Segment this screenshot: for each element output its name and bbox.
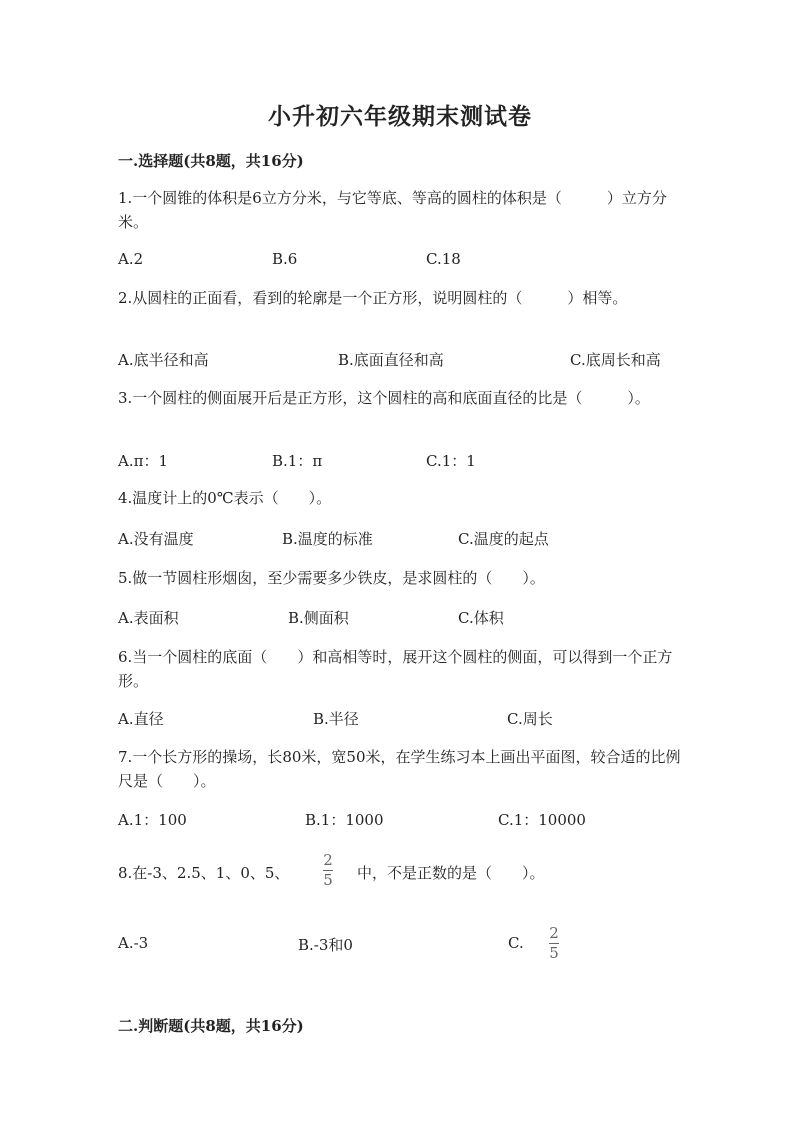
option-6a: A.直径 bbox=[118, 710, 164, 728]
option-7c: C.1：10000 bbox=[498, 811, 586, 829]
option-5b: B.侧面积 bbox=[288, 609, 349, 627]
question-7: 7.一个长方形的操场，长80米，宽50米，在学生练习本上画出平面图，较合适的比例尺是（ ）。 bbox=[118, 748, 681, 790]
question-5: 5.做一节圆柱形烟囱，至少需要多少铁皮，是求圆柱的（ ）。 bbox=[118, 569, 545, 587]
option-7b: B.1：1000 bbox=[305, 811, 384, 829]
option-5a: A.表面积 bbox=[118, 609, 179, 627]
question-8-fraction bbox=[318, 852, 338, 889]
option-7a: A.1：100 bbox=[118, 811, 187, 829]
question-6: 6.当一个圆柱的底面（ ）和高相等时，展开这个圆柱的侧面，可以得到一个正方形。 bbox=[118, 648, 673, 690]
option-2a: A.底半径和高 bbox=[118, 351, 209, 369]
section-heading-judgement: 二.判断题(共8题，共16分) bbox=[118, 1017, 304, 1035]
option-6c: C.周长 bbox=[507, 710, 553, 728]
option-1b: B.6 bbox=[272, 250, 298, 268]
option-4c: C.温度的起点 bbox=[458, 530, 549, 548]
option-4a: A.没有温度 bbox=[118, 530, 194, 548]
page-title: 小升初六年级期末测试卷 bbox=[268, 103, 532, 130]
question-1: 1.一个圆锥的体积是6立方分米，与它等底、等高的圆柱的体积是（ ）立方分米。 bbox=[118, 189, 667, 231]
option-8a: A.-3 bbox=[118, 934, 149, 952]
option-1c: C.18 bbox=[426, 250, 461, 268]
option-3a: A.π：1 bbox=[118, 452, 169, 470]
question-2: 2.从圆柱的正面看，看到的轮廓是一个正方形，说明圆柱的（ ）相等。 bbox=[118, 289, 628, 307]
option-3b: B.1：π bbox=[272, 452, 323, 470]
question-3: 3.一个圆柱的侧面展开后是正方形，这个圆柱的高和底面直径的比是（ ）。 bbox=[118, 389, 650, 407]
fraction-numerator: 2 bbox=[549, 924, 559, 942]
option-6b: B.半径 bbox=[313, 710, 359, 728]
option-1a: A.2 bbox=[118, 250, 144, 268]
fraction-denominator: 5 bbox=[549, 944, 559, 962]
option-8b: B.-3和0 bbox=[298, 936, 353, 954]
question-8-text-before: 8.在-3、2.5、1、0、5、 bbox=[118, 864, 290, 882]
fraction-numerator: 2 bbox=[323, 851, 333, 869]
option-3c: C.1：1 bbox=[426, 452, 476, 470]
option-8c: C. bbox=[508, 934, 524, 952]
option-8c-fraction bbox=[544, 925, 564, 962]
option-4b: B.温度的标准 bbox=[282, 530, 373, 548]
section-heading-choice: 一.选择题(共8题，共16分) bbox=[118, 152, 304, 170]
fraction-denominator: 5 bbox=[323, 871, 333, 889]
option-2b: B.底面直径和高 bbox=[338, 351, 444, 369]
question-4: 4.温度计上的0℃表示（ ）。 bbox=[118, 489, 332, 507]
question-8-text-after: 中，不是正数的是（ ）。 bbox=[357, 864, 545, 882]
option-2c: C.底周长和高 bbox=[570, 351, 661, 369]
option-5c: C.体积 bbox=[458, 609, 504, 627]
